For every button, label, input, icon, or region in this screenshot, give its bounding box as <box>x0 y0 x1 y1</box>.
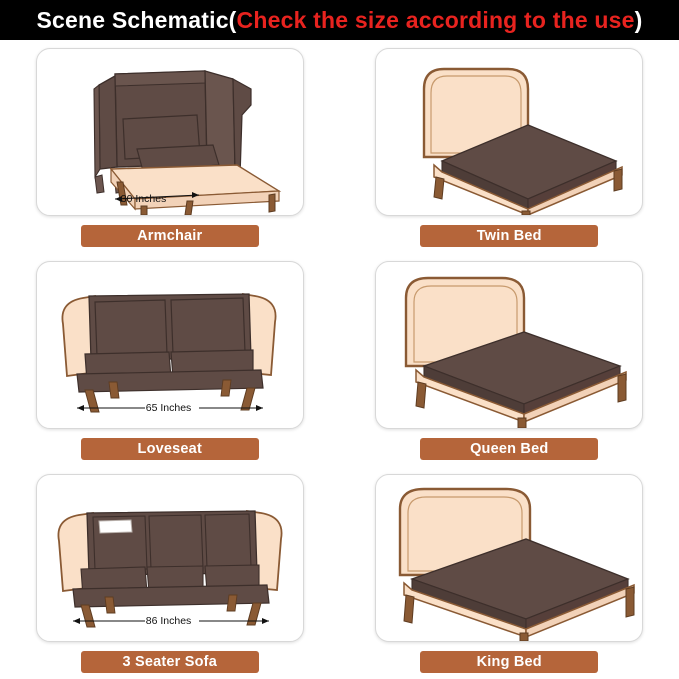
cell-three-seater-sofa <box>0 466 340 679</box>
page-title <box>36 7 642 34</box>
panel-armchair <box>36 48 304 216</box>
schematic-grid <box>0 40 679 679</box>
label-king-bed <box>420 651 598 673</box>
page-title-close-paren: ) <box>634 6 643 33</box>
label-armchair-text: Armchair <box>137 228 203 244</box>
label-queen-bed <box>420 438 598 460</box>
page-title-note: Check the size according to the use <box>236 6 635 33</box>
twin-bed-illustration <box>376 49 642 215</box>
label-twin-bed <box>420 225 598 247</box>
cell-twin-bed <box>340 40 679 253</box>
loveseat-dimension-label: 65 Inches <box>145 402 192 414</box>
cell-queen-bed <box>340 253 679 466</box>
panel-three-seater-sofa <box>36 474 304 642</box>
label-queen-bed-text: Queen Bed <box>470 441 549 457</box>
label-loveseat-text: Loveseat <box>137 441 202 457</box>
cell-king-bed <box>340 466 679 679</box>
label-king-bed-text: King Bed <box>476 654 542 670</box>
label-armchair <box>81 225 259 247</box>
label-twin-bed-text: Twin Bed <box>476 228 542 244</box>
page-header <box>0 0 679 40</box>
armchair-dimension-label: 30 Inches <box>120 193 167 205</box>
panel-queen-bed <box>375 261 643 429</box>
label-three-seater-sofa-text: 3 Seater Sofa <box>122 654 217 670</box>
armchair-illustration <box>37 49 303 215</box>
label-loveseat <box>81 438 259 460</box>
sofa-dimension-label: 86 Inches <box>145 615 192 627</box>
cell-armchair <box>0 40 340 253</box>
queen-bed-illustration <box>376 262 642 428</box>
king-bed-illustration <box>376 475 642 641</box>
page-title-main: Scene Schematic( <box>36 6 237 33</box>
panel-loveseat <box>36 261 304 429</box>
label-three-seater-sofa <box>81 651 259 673</box>
cell-loveseat <box>0 253 340 466</box>
panel-twin-bed <box>375 48 643 216</box>
panel-king-bed <box>375 474 643 642</box>
